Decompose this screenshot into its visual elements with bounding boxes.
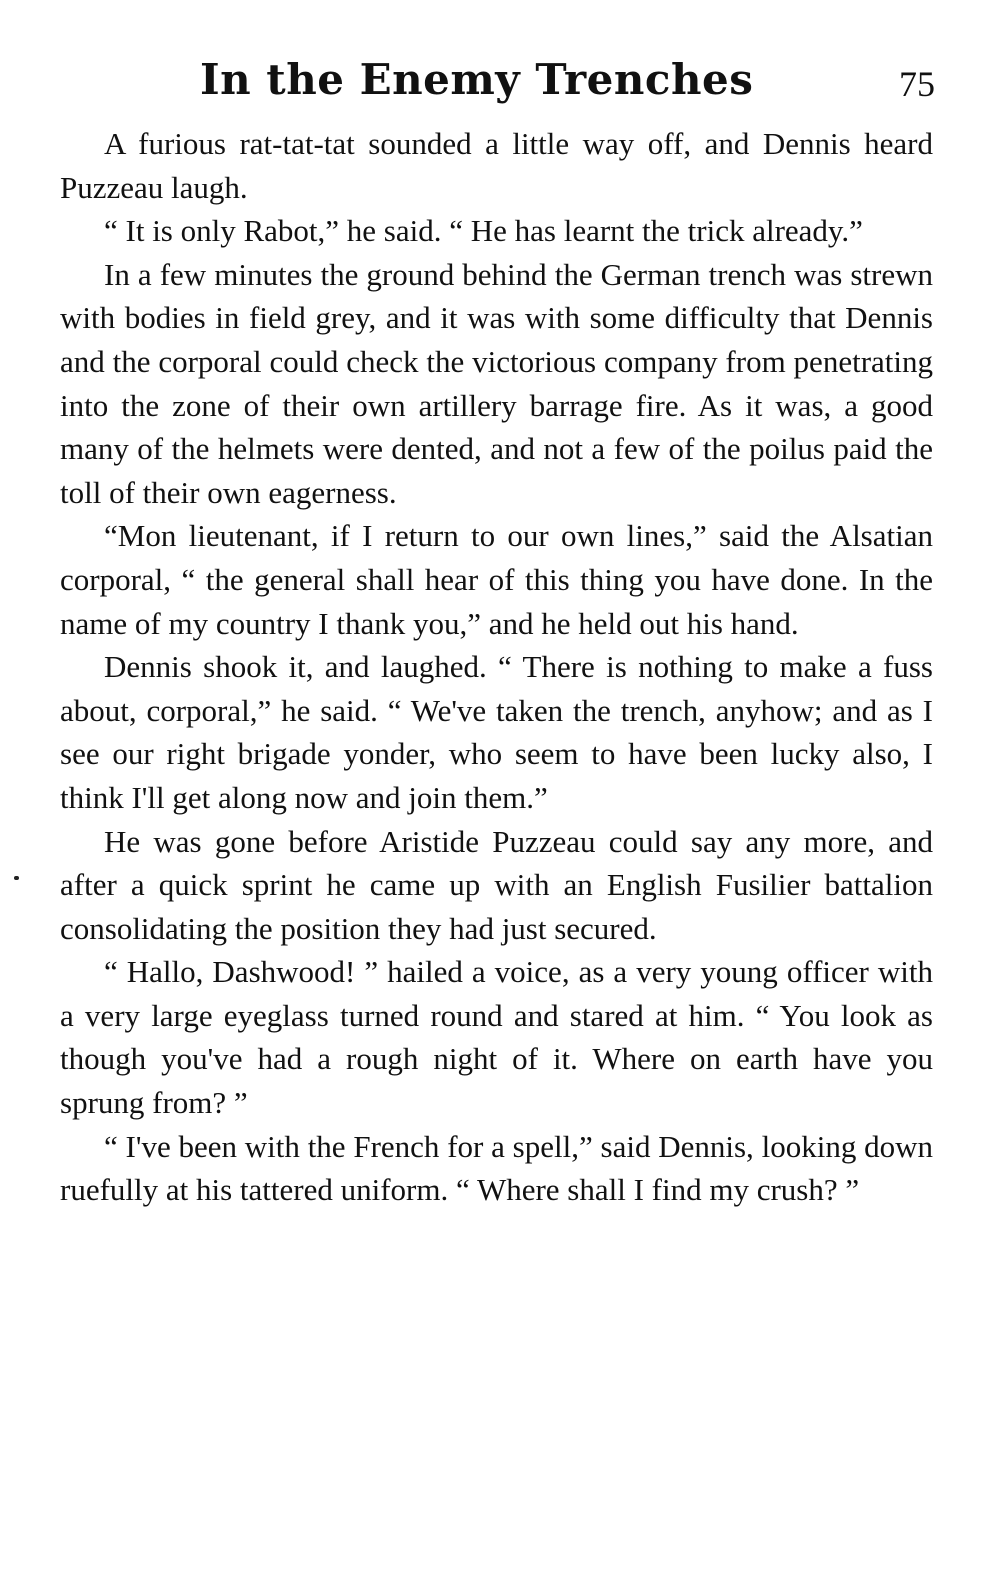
running-head: In the Enemy Trenches [200, 55, 754, 104]
paragraph: “ It is only Rabot,” he said. “ He has learnt the trick already.” [104, 213, 863, 249]
page-number: 75 [899, 64, 935, 104]
print-speck [14, 876, 19, 880]
page-header [60, 52, 935, 112]
paragraph: “ Hallo, Dashwood! ” hailed a voice, as a very young officer with a very large eyeglass turned round and stared at him. “ You look as though you've had a rough night of it. Where on earth have you sprung from? ” [60, 954, 933, 1121]
paragraph: “Mon lieutenant, if I return to our own lines,” said the Alsatian corporal, “ the general shall hear of this thing you have done. In the name of my country I thank you,” and he held out his hand. [60, 518, 933, 641]
paragraph: “ I've been with the French for a spell,” said Dennis, looking down ruefully at his tattered uniform. “ Where shall I find my crush? ” [60, 1128, 933, 1208]
paragraph: He was gone before Aristide Puzzeau could say any more, and after a quick sprint he came up with an English Fusilier battalion consolidating the position they had just secured. [60, 823, 933, 946]
paragraph: A furious rat-tat-tat sounded a little way off, and Dennis heard Puzzeau laugh. [60, 126, 933, 205]
paragraph: Dennis shook it, and laughed. “ There is nothing to make a fuss about, corporal,” he said. “ We've taken the trench, anyhow; and as I see our right brigade yonder, who seem to have been lucky also, I think I'll get along now and join them.” [60, 649, 933, 815]
body-text [60, 122, 933, 1212]
paragraph: In a few minutes the ground behind the German trench was strewn with bodies in field grey, and it was with some difficulty that Dennis and the corporal could check the victorious company from penetrating into the zone of their own artillery barrage fire. As it was, a good many of the helmets were dented, and not a few of the poilus paid the toll of their own eagerness. [60, 256, 933, 510]
